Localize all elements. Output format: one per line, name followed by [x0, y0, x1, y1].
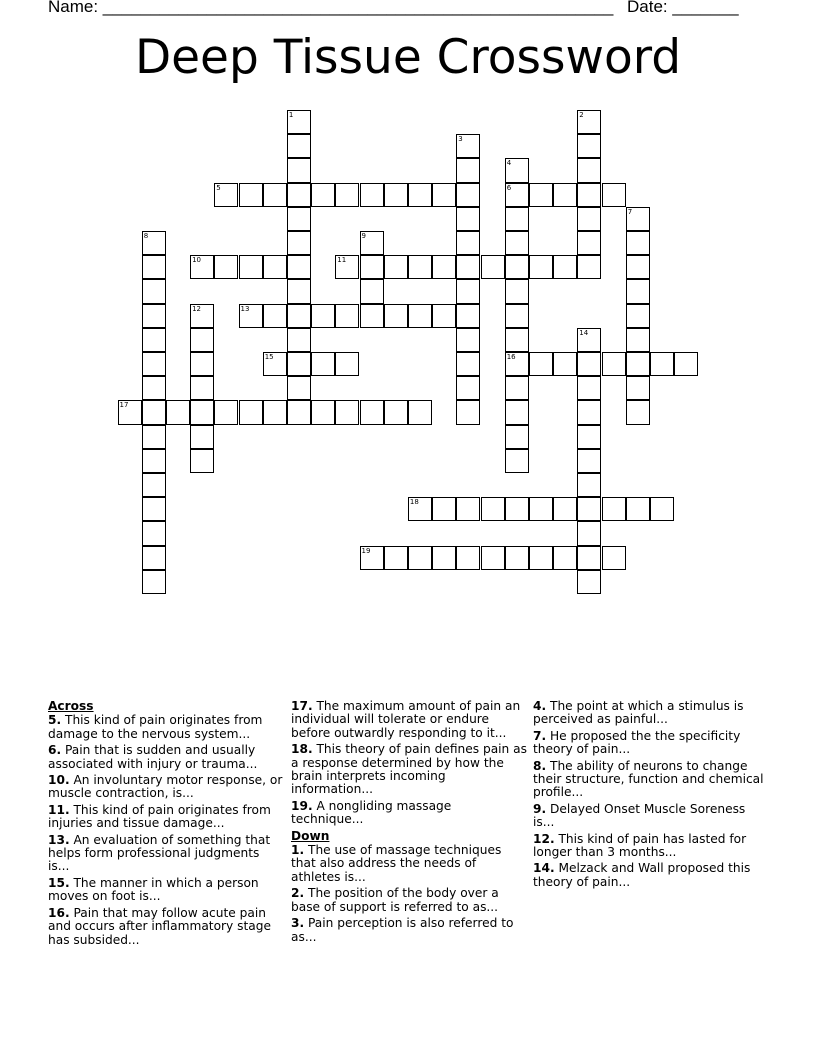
crossword-cell[interactable] [142, 231, 166, 255]
crossword-cell[interactable] [287, 134, 311, 158]
crossword-cell[interactable] [287, 400, 311, 424]
crossword-cell[interactable] [263, 304, 287, 328]
cell-number: 10 [192, 256, 202, 265]
crossword-cell[interactable] [577, 255, 601, 279]
clues-column-3 [533, 700, 769, 892]
clue-down [533, 700, 769, 727]
crossword-cell[interactable] [456, 376, 480, 400]
crossword-cell[interactable] [384, 183, 408, 207]
crossword-cell[interactable] [456, 134, 480, 158]
crossword-cell[interactable] [190, 328, 214, 352]
clue-text: Pain that is sudden and usually associated with injury or trauma... [48, 743, 258, 771]
clue-down [533, 833, 769, 860]
clues-column-1 [48, 700, 284, 950]
crossword-cell[interactable] [263, 183, 287, 207]
clue-number: 11. [48, 802, 70, 817]
crossword-cell[interactable] [408, 546, 432, 570]
clue-across [48, 714, 284, 741]
crossword-cell[interactable] [239, 400, 263, 424]
crossword-cell[interactable] [505, 279, 529, 303]
clue-text: An involuntary motor response, or muscle contraction, is... [48, 773, 283, 801]
clue-across [48, 774, 284, 801]
crossword-cell[interactable] [190, 376, 214, 400]
crossword-cell[interactable] [481, 546, 505, 570]
crossword-cell[interactable] [287, 110, 311, 134]
crossword-cell[interactable] [505, 425, 529, 449]
crossword-cell[interactable] [456, 255, 480, 279]
clue-down [533, 730, 769, 757]
clue-number: 15. [48, 875, 70, 890]
crossword-cell[interactable] [553, 352, 577, 376]
crossword-cell[interactable] [142, 449, 166, 473]
clue-number: 8. [533, 758, 547, 773]
down-heading: Down [291, 828, 330, 843]
clue-number: 13. [48, 832, 70, 847]
crossword-cell[interactable] [505, 255, 529, 279]
crossword-cell[interactable] [263, 352, 287, 376]
crossword-cell[interactable] [190, 255, 214, 279]
cell-number: 8 [143, 232, 149, 240]
clue-text: This kind of pain originates from injuries and tissue damage... [48, 802, 271, 831]
crossword-cell[interactable] [287, 304, 311, 328]
crossword-cell[interactable] [577, 134, 601, 158]
crossword-cell[interactable] [456, 207, 480, 231]
crossword-cell[interactable] [626, 328, 650, 352]
crossword-cell[interactable] [408, 183, 432, 207]
crossword-cell[interactable] [239, 304, 263, 328]
crossword-cell[interactable] [602, 352, 626, 376]
clue-across [48, 834, 284, 874]
crossword-cell[interactable] [287, 376, 311, 400]
clue-number: 19. [291, 798, 313, 813]
cell-number: 12 [192, 304, 202, 313]
crossword-cell[interactable] [577, 110, 601, 134]
crossword-cell[interactable] [577, 158, 601, 182]
clue-text: The position of the body over a base of support is referred to as... [291, 886, 499, 914]
crossword-cell[interactable] [456, 279, 480, 303]
cell-number: 17 [119, 401, 129, 410]
crossword-cell[interactable] [360, 231, 384, 255]
clues-column-2 [291, 700, 527, 947]
crossword-cell[interactable] [142, 304, 166, 328]
clue-number: 1. [291, 843, 305, 858]
crossword-cell[interactable] [360, 255, 384, 279]
crossword-cell[interactable] [626, 497, 650, 521]
crossword-cell[interactable] [239, 255, 263, 279]
clue-down [291, 844, 527, 884]
crossword-cell[interactable] [384, 400, 408, 424]
crossword-cell[interactable] [408, 304, 432, 328]
crossword-cell[interactable] [456, 158, 480, 182]
crossword-cell[interactable] [190, 400, 214, 424]
crossword-cell[interactable] [577, 497, 601, 521]
crossword-cell[interactable] [311, 304, 335, 328]
crossword-cell[interactable] [577, 231, 601, 255]
crossword-cell[interactable] [384, 255, 408, 279]
crossword-cell[interactable] [456, 400, 480, 424]
crossword-cell[interactable] [287, 255, 311, 279]
crossword-cell[interactable] [287, 352, 311, 376]
crossword-cell[interactable] [142, 279, 166, 303]
clue-down [533, 803, 769, 830]
crossword-cell[interactable] [577, 521, 601, 545]
clue-text: This kind of pain originates from damage to the nervous system... [48, 713, 263, 741]
crossword-cell[interactable] [142, 425, 166, 449]
crossword-cell[interactable] [626, 352, 650, 376]
crossword-cell[interactable] [360, 279, 384, 303]
clue-text: The point at which a stimulus is perceived as painful... [533, 699, 744, 727]
cell-number: 15 [264, 353, 274, 361]
crossword-cell[interactable] [190, 425, 214, 449]
crossword-cell[interactable] [408, 255, 432, 279]
crossword-cell[interactable] [239, 183, 263, 207]
cell-number: 3 [458, 135, 463, 144]
clue-across [291, 743, 527, 797]
crossword-cell[interactable] [360, 546, 384, 570]
clue-text: Pain perception is also referred to as... [291, 916, 514, 944]
crossword-cell[interactable] [626, 255, 650, 279]
crossword-cell[interactable] [214, 183, 238, 207]
crossword-cell[interactable] [142, 546, 166, 570]
crossword-cell[interactable] [311, 400, 335, 424]
clue-number: 16. [48, 905, 70, 920]
clue-text: Melzack and Wall proposed this theory of pain... [533, 861, 751, 889]
crossword-cell[interactable] [481, 255, 505, 279]
clue-number: 12. [533, 831, 555, 846]
crossword-cell[interactable] [577, 183, 601, 207]
crossword-cell[interactable] [529, 255, 553, 279]
clue-across [48, 744, 284, 771]
crossword-cell[interactable] [577, 352, 601, 376]
clue-down [291, 917, 527, 944]
clue-text: He proposed the the specificity theory of pain... [533, 728, 741, 757]
crossword-cell[interactable] [118, 400, 142, 424]
crossword-cell[interactable] [166, 400, 190, 424]
crossword-cell[interactable] [650, 352, 674, 376]
clue-text: The maximum amount of pain an individual will tolerate or endure before outwardly responding to it... [291, 699, 521, 740]
crossword-cell[interactable] [626, 207, 650, 231]
cell-number: 2 [579, 111, 584, 119]
clue-number: 3. [291, 916, 305, 931]
name-field-label: Name: ______________________________________________________ [48, 0, 614, 16]
cell-number: 13 [240, 304, 250, 313]
crossword-cell[interactable] [577, 328, 601, 352]
crossword-cell[interactable] [287, 207, 311, 231]
crossword-cell[interactable] [577, 449, 601, 473]
crossword-cell[interactable] [287, 183, 311, 207]
crossword-cell[interactable] [577, 425, 601, 449]
crossword-cell[interactable] [360, 183, 384, 207]
cell-number: 4 [506, 159, 512, 168]
clue-down [291, 887, 527, 914]
crossword-cell[interactable] [650, 497, 674, 521]
crossword-cell[interactable] [456, 183, 480, 207]
cell-number: 11 [337, 256, 347, 265]
crossword-cell[interactable] [505, 328, 529, 352]
crossword-cell[interactable] [287, 279, 311, 303]
clue-across [48, 877, 284, 904]
clue-text: This kind of pain has lasted for longer than 3 months... [533, 831, 747, 860]
crossword-cell[interactable] [529, 497, 553, 521]
crossword-cell[interactable] [456, 231, 480, 255]
crossword-cell[interactable] [432, 304, 456, 328]
crossword-cell[interactable] [505, 497, 529, 521]
crossword-cell[interactable] [626, 400, 650, 424]
crossword-cell[interactable] [142, 255, 166, 279]
crossword-cell[interactable] [142, 352, 166, 376]
cell-number: 6 [506, 183, 512, 192]
crossword-cell[interactable] [408, 400, 432, 424]
crossword-cell[interactable] [456, 328, 480, 352]
crossword-cell[interactable] [529, 546, 553, 570]
crossword-cell[interactable] [577, 400, 601, 424]
clue-number: 2. [291, 886, 305, 901]
clue-number: 10. [48, 773, 70, 788]
crossword-cell[interactable] [456, 304, 480, 328]
crossword-cell[interactable] [190, 449, 214, 473]
crossword-cell[interactable] [674, 352, 698, 376]
crossword-cell[interactable] [505, 207, 529, 231]
crossword-cell[interactable] [626, 376, 650, 400]
crossword-cell[interactable] [263, 400, 287, 424]
crossword-cell[interactable] [529, 352, 553, 376]
page-title: Deep Tissue Crossword [134, 30, 682, 85]
cell-number: 1 [288, 111, 294, 119]
cell-number: 16 [506, 353, 516, 361]
cell-number: 18 [409, 498, 419, 507]
crossword-cell[interactable] [384, 304, 408, 328]
clue-across [48, 804, 284, 831]
crossword-cell[interactable] [432, 546, 456, 570]
crossword-cell[interactable] [553, 183, 577, 207]
crossword-cell[interactable] [626, 231, 650, 255]
crossword-cell[interactable] [577, 546, 601, 570]
cell-number: 9 [361, 232, 366, 240]
clue-text: The ability of neurons to change their structure, function and chemical profile... [533, 758, 764, 800]
clue-down [533, 862, 769, 889]
crossword-cell[interactable] [190, 352, 214, 376]
crossword-cell[interactable] [505, 449, 529, 473]
crossword-cell[interactable] [626, 279, 650, 303]
crossword-cell[interactable] [456, 352, 480, 376]
clue-number: 5. [48, 713, 62, 728]
crossword-cell[interactable] [142, 521, 166, 545]
crossword-cell[interactable] [287, 158, 311, 182]
clue-text: A nongliding massage technique... [291, 798, 452, 827]
clue-text: An evaluation of something that helps form professional judgments is... [48, 832, 271, 874]
crossword-cell[interactable] [577, 570, 601, 594]
clue-across [48, 907, 284, 947]
crossword-cell[interactable] [335, 183, 359, 207]
clue-across [291, 700, 527, 740]
crossword-cell[interactable] [335, 352, 359, 376]
clue-text: The manner in which a person moves on foot is... [48, 875, 259, 904]
clue-down [533, 760, 769, 800]
crossword-cell[interactable] [408, 497, 432, 521]
clue-text: This theory of pain defines pain as a response determined by how the brain interprets incoming information... [291, 742, 527, 797]
crossword-cell[interactable] [432, 183, 456, 207]
crossword-cell[interactable] [335, 400, 359, 424]
crossword-cell[interactable] [335, 255, 359, 279]
crossword-cell[interactable] [190, 304, 214, 328]
cell-number: 5 [216, 183, 221, 192]
crossword-cell[interactable] [311, 183, 335, 207]
clue-number: 18. [291, 742, 313, 757]
crossword-cell[interactable] [529, 183, 553, 207]
crossword-cell[interactable] [214, 255, 238, 279]
clue-text: Delayed Onset Muscle Soreness is... [533, 801, 746, 830]
clue-number: 6. [48, 743, 62, 758]
crossword-cell[interactable] [505, 158, 529, 182]
across-heading: Across [48, 699, 94, 713]
crossword-cell[interactable] [142, 473, 166, 497]
crossword-cell[interactable] [214, 400, 238, 424]
clue-number: 4. [533, 699, 547, 713]
crossword-cell[interactable] [481, 497, 505, 521]
crossword-cell[interactable] [602, 546, 626, 570]
crossword-cell[interactable] [553, 255, 577, 279]
clue-number: 14. [533, 861, 555, 876]
crossword-cell[interactable] [505, 546, 529, 570]
crossword-cell[interactable] [384, 546, 408, 570]
crossword-cell[interactable] [577, 473, 601, 497]
crossword-cell[interactable] [505, 400, 529, 424]
cell-number: 19 [361, 546, 371, 555]
crossword-cell[interactable] [287, 231, 311, 255]
clue-text: The use of massage techniques that also address the needs of athletes is... [291, 843, 502, 884]
date-field-label: Date: _______ [627, 0, 739, 16]
clue-number: 9. [533, 801, 547, 816]
crossword-cell[interactable] [505, 231, 529, 255]
crossword-cell[interactable] [456, 497, 480, 521]
cell-number: 14 [579, 328, 589, 337]
crossword-cell[interactable] [432, 497, 456, 521]
crossword-cell[interactable] [505, 376, 529, 400]
clue-number: 17. [291, 699, 313, 713]
crossword-cell[interactable] [577, 207, 601, 231]
crossword-cell[interactable] [311, 352, 335, 376]
clue-number: 7. [533, 728, 547, 743]
crossword-cell[interactable] [456, 546, 480, 570]
crossword-cell[interactable] [553, 497, 577, 521]
crossword-cell[interactable] [335, 304, 359, 328]
crossword-cell[interactable] [602, 183, 626, 207]
crossword-cell[interactable] [602, 497, 626, 521]
crossword-cell[interactable] [360, 304, 384, 328]
crossword-cell[interactable] [432, 255, 456, 279]
clue-text: Pain that may follow acute pain and occurs after inflammatory stage has subsided... [48, 905, 271, 947]
crossword-cell[interactable] [626, 304, 650, 328]
crossword-cell[interactable] [142, 328, 166, 352]
crossword-cell[interactable] [142, 400, 166, 424]
crossword-cell[interactable] [142, 570, 166, 594]
crossword-cell[interactable] [263, 255, 287, 279]
clue-across [291, 800, 527, 827]
crossword-cell[interactable] [505, 304, 529, 328]
crossword-cell[interactable] [577, 376, 601, 400]
cell-number: 7 [627, 207, 633, 216]
crossword-cell[interactable] [287, 328, 311, 352]
crossword-cell[interactable] [142, 376, 166, 400]
crossword-cell[interactable] [142, 497, 166, 521]
crossword-cell[interactable] [360, 400, 384, 424]
crossword-cell[interactable] [553, 546, 577, 570]
crossword-cell[interactable] [505, 183, 529, 207]
crossword-cell[interactable] [505, 352, 529, 376]
